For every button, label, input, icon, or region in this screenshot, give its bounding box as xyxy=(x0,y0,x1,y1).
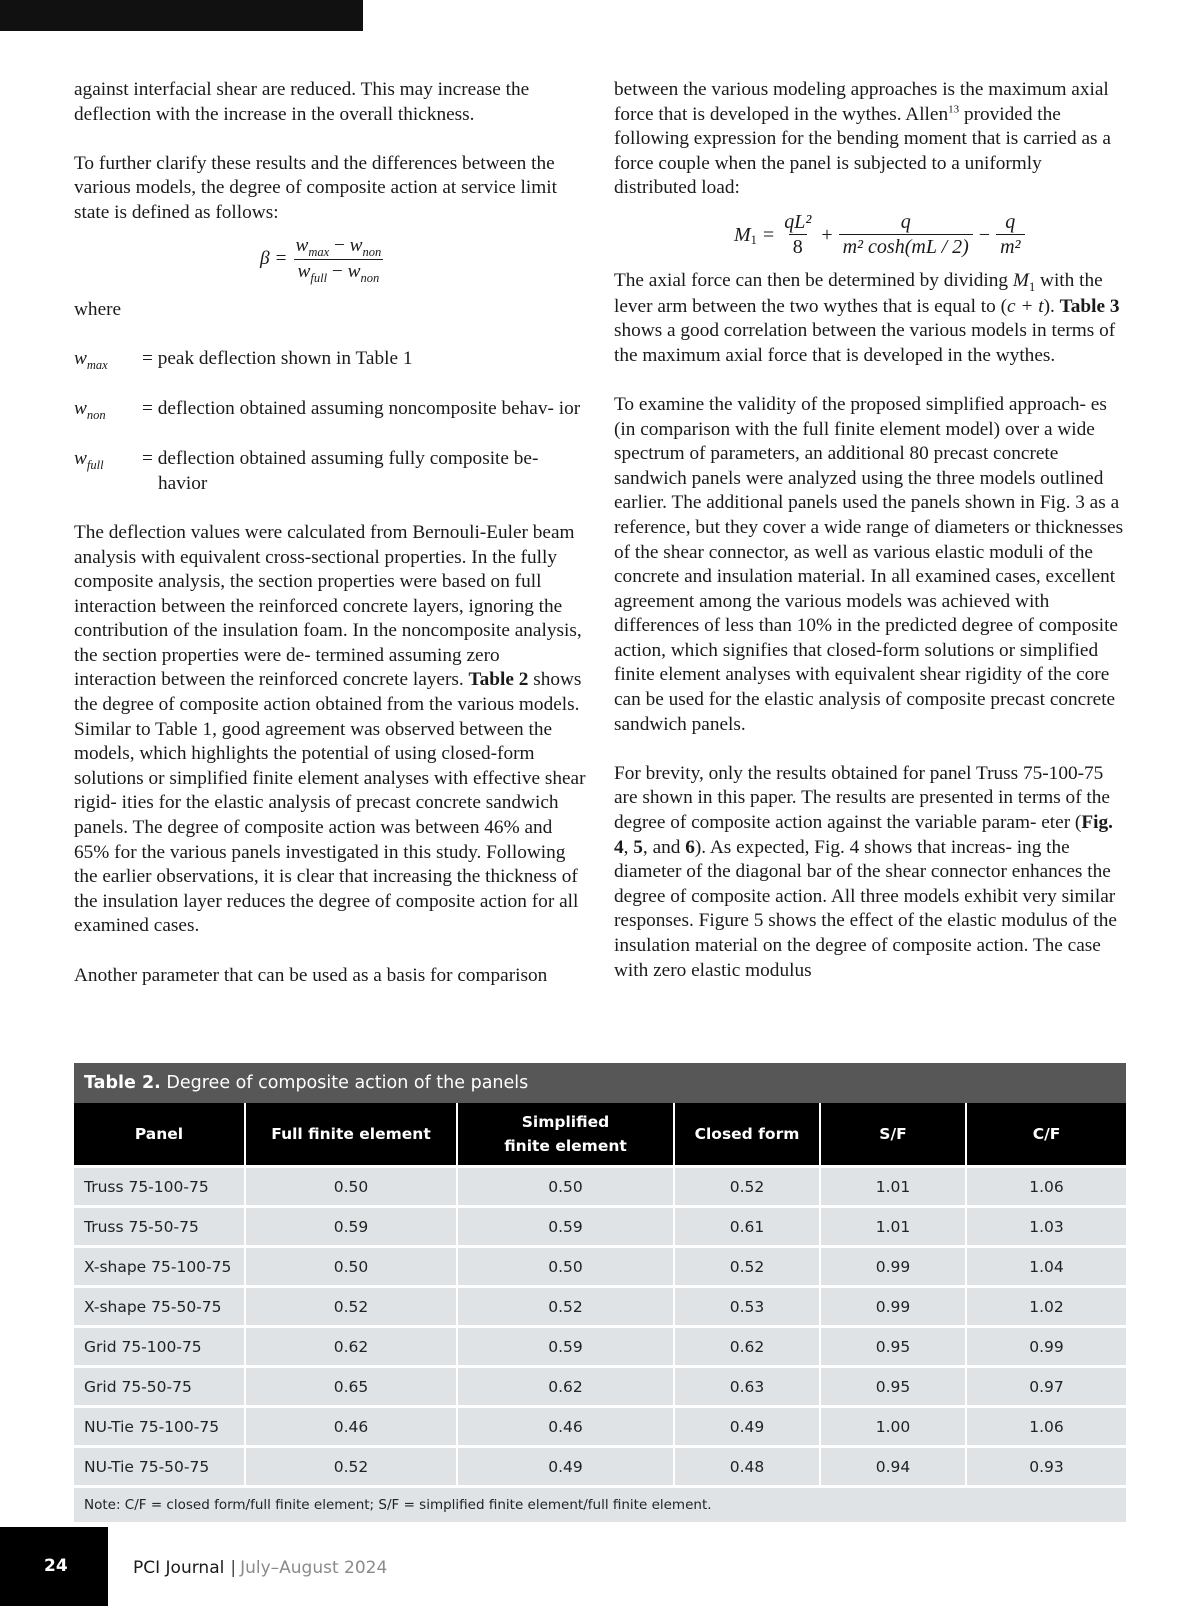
cell-panel: Truss 75-100-75 xyxy=(74,1165,246,1205)
eq-var: w xyxy=(297,261,311,283)
def-text: = deflection obtained assuming noncomposite behav- ior xyxy=(142,397,581,419)
definition-item xyxy=(74,447,586,496)
beta-fraction xyxy=(291,234,385,286)
table-row xyxy=(74,1325,1126,1365)
paragraph xyxy=(614,78,1126,201)
def-subscript: non xyxy=(86,407,106,422)
text-run: For brevity, only the results obtained for panel Truss 75-100-75 are shown in this paper. The results are presented in terms of the degree of composite action against the variable param- eter ( xyxy=(614,762,1110,834)
cell-closed-form: 0.62 xyxy=(675,1325,821,1365)
journal-name: PCI Journal xyxy=(133,1558,225,1578)
table-ref: Table 3 xyxy=(1059,295,1120,317)
eq-subscript: max xyxy=(308,244,330,259)
table-note: Note: C/F = closed form/full finite element; S/F = simplified finite element/full finite element. xyxy=(74,1485,1126,1522)
eq-denominator: m² xyxy=(996,234,1024,260)
header-bar xyxy=(0,0,363,31)
table-row xyxy=(74,1445,1126,1485)
eq-denominator: m² cosh(mL / 2) xyxy=(839,234,973,260)
eq-operator: = xyxy=(762,223,775,246)
eq-subscript: 1 xyxy=(750,232,757,247)
column-header: Panel xyxy=(74,1103,246,1165)
cell-s-f: 0.99 xyxy=(821,1285,967,1325)
table-row xyxy=(74,1245,1126,1285)
left-column xyxy=(74,78,586,1013)
footer-separator: | xyxy=(230,1558,237,1578)
cell-full-fe: 0.65 xyxy=(246,1365,458,1405)
cell-s-f: 0.95 xyxy=(821,1325,967,1365)
eq-subscript: full xyxy=(310,271,328,286)
eq-operator: + xyxy=(821,223,833,246)
cell-s-f: 1.00 xyxy=(821,1405,967,1445)
text-run: shows the degree of composite action obtained from the various models. Similar to Table 1, good agreement was observed between the models, which highlights the potential of using closed-form solutions or simplified finite element analyses with effective shear rigid- ities for the elastic analysis of precast concrete sandwich panels. The degree of composite action was between 46% and 65% for the various panels investigated in this study. Following the earlier observations, it is clear that increasing the thickness of the insulation layer reduces the degree of composite action for all examined cases. xyxy=(74,669,586,937)
cell-simplified-fe: 0.46 xyxy=(458,1405,675,1445)
cell-s-f: 0.95 xyxy=(821,1365,967,1405)
eq-var: w xyxy=(349,234,363,256)
eq-operator: − xyxy=(978,223,991,246)
cell-full-fe: 0.59 xyxy=(246,1205,458,1245)
beta-symbol: β = xyxy=(260,248,288,270)
definition-item xyxy=(74,397,586,423)
table-caption xyxy=(74,1063,1126,1103)
right-column xyxy=(614,78,1126,1008)
eq-var: w xyxy=(295,234,309,256)
text-run: provided the following expression for the bending moment that is carried as a force couple when the panel is subjected to a uniformly distributed load: xyxy=(614,103,1111,199)
paragraph xyxy=(614,762,1126,983)
cell-s-f: 0.94 xyxy=(821,1445,967,1485)
table-row xyxy=(74,1165,1126,1205)
table-header-row xyxy=(74,1103,1126,1165)
definition-item xyxy=(74,347,586,373)
cell-c-f: 0.97 xyxy=(967,1365,1126,1405)
cell-full-fe: 0.50 xyxy=(246,1165,458,1205)
paragraph: To further clarify these results and the differences between the various models, the degree of composite action at service limit state is defined as follows: xyxy=(74,152,557,223)
eq-subscript: non xyxy=(362,244,382,259)
text-run: The axial force can then be determined by dividing xyxy=(614,269,1009,291)
cell-s-f: 0.99 xyxy=(821,1245,967,1285)
def-subscript: full xyxy=(86,458,104,473)
cell-simplified-fe: 0.50 xyxy=(458,1245,675,1285)
cell-panel: X-shape 75-50-75 xyxy=(74,1285,246,1325)
text-run: , xyxy=(623,836,634,858)
cell-panel: Grid 75-50-75 xyxy=(74,1365,246,1405)
eq-numerator: q xyxy=(900,210,911,233)
column-header: S/F xyxy=(821,1103,967,1165)
cell-simplified-fe: 0.49 xyxy=(458,1445,675,1485)
def-text: = deflection obtained assuming fully composite be- havior xyxy=(142,448,539,494)
paragraph xyxy=(614,269,1126,368)
issue-date: July–August 2024 xyxy=(240,1558,388,1578)
eq-numerator: qL² xyxy=(784,210,812,233)
eq-operator: − xyxy=(329,234,350,256)
cell-simplified-fe: 0.59 xyxy=(458,1205,675,1245)
figure-ref: 6 xyxy=(685,836,695,858)
cell-panel: NU-Tie 75-100-75 xyxy=(74,1405,246,1445)
cell-panel: Grid 75-100-75 xyxy=(74,1325,246,1365)
cell-c-f: 1.03 xyxy=(967,1205,1126,1245)
text-run: , and xyxy=(642,836,686,858)
column-header: Simplified finite element xyxy=(458,1103,675,1165)
table-row xyxy=(74,1205,1126,1245)
cell-s-f: 1.01 xyxy=(821,1165,967,1205)
eq-numerator: q xyxy=(1005,210,1016,233)
composite-action-table xyxy=(74,1103,1126,1485)
eq-fraction xyxy=(780,210,815,260)
cell-simplified-fe: 0.50 xyxy=(458,1165,675,1205)
cell-c-f: 0.99 xyxy=(967,1325,1126,1365)
cell-full-fe: 0.62 xyxy=(246,1325,458,1365)
cell-simplified-fe: 0.62 xyxy=(458,1365,675,1405)
eq-var: M xyxy=(734,223,751,246)
cell-closed-form: 0.52 xyxy=(675,1245,821,1285)
cell-simplified-fe: 0.52 xyxy=(458,1285,675,1325)
paragraph: against interfacial shear are reduced. This may increase the deflection with the increase in the overall thickness. xyxy=(74,79,530,125)
cell-closed-form: 0.53 xyxy=(675,1285,821,1325)
def-symbol: w xyxy=(74,347,87,369)
caption-text: Degree of composite action of the panels xyxy=(166,1073,529,1093)
reference-number: 13 xyxy=(948,103,960,116)
text-run: ). xyxy=(1043,295,1055,317)
page-number: 24 xyxy=(44,1556,68,1576)
cell-c-f: 1.06 xyxy=(967,1165,1126,1205)
cell-full-fe: 0.52 xyxy=(246,1285,458,1325)
cell-closed-form: 0.61 xyxy=(675,1205,821,1245)
cell-full-fe: 0.50 xyxy=(246,1245,458,1285)
cell-panel: Truss 75-50-75 xyxy=(74,1205,246,1245)
column-header: Closed form xyxy=(675,1103,821,1165)
text-run: with the lever arm between the two wythes that is equal to ( xyxy=(614,269,1103,317)
def-text: = peak deflection shown in Table 1 xyxy=(142,347,413,369)
eq-fraction xyxy=(996,210,1024,260)
cell-closed-form: 0.63 xyxy=(675,1365,821,1405)
text-run: The deflection values were calculated from Bernouli-Euler beam analysis with equivalent cross-sectional properties. In the fully composite analysis, the section properties were based on full interaction between the reinforced concrete layers, ignoring the contribution of the insulation foam. In the noncomposite analysis, the section properties were de- termined assuming zero interaction between the reinforced concrete layers. xyxy=(74,521,582,691)
cell-s-f: 1.01 xyxy=(821,1205,967,1245)
cell-c-f: 1.04 xyxy=(967,1245,1126,1285)
table-row xyxy=(74,1285,1126,1325)
figure-ref: Fig. 4 xyxy=(614,812,1113,858)
table-2 xyxy=(74,1063,1126,1522)
figure-ref: 5 xyxy=(633,836,643,858)
eq-var: w xyxy=(347,261,361,283)
text-run: shows a good correlation between the various models in terms of the maximum axial force that is developed in the wythes. xyxy=(614,320,1116,366)
beta-equation xyxy=(74,226,586,298)
eq-var: M xyxy=(1012,269,1029,291)
cell-c-f: 1.02 xyxy=(967,1285,1126,1325)
eq-subscript: non xyxy=(360,271,380,286)
moment-equation xyxy=(614,201,1126,269)
cell-closed-form: 0.49 xyxy=(675,1405,821,1445)
column-header: Full finite element xyxy=(246,1103,458,1165)
paragraph: To examine the validity of the proposed simplified approach- es (in comparison with the full finite element model) over a wide spectrum of parameters, an additional 80 precast concrete sandwich panels were analyzed using the three models outlined earlier. The additional panels used the panels shown in Fig. 3 as a reference, but they cover a wide range of diameters or thicknesses of the shear connector, as well as various elastic moduli of the concrete and insulation material. In all examined cases, excellent agreement among the various models was achieved with differences of less than 10% in the predicted degree of composite action, which signifies that closed-form solutions or simplified finite element analyses with equivalent shear rigidity of the core can be used for the elastic analysis of composite precast concrete sandwich panels. xyxy=(614,393,1124,735)
eq-var: c + t xyxy=(1007,295,1044,317)
def-subscript: max xyxy=(86,357,108,372)
text-run: between the various modeling approaches is the maximum axial force that is developed in the wythes. Allen xyxy=(614,79,1109,125)
table-row xyxy=(74,1365,1126,1405)
cell-c-f: 0.93 xyxy=(967,1445,1126,1485)
cell-full-fe: 0.52 xyxy=(246,1445,458,1485)
table-row xyxy=(74,1405,1126,1445)
eq-fraction xyxy=(839,210,973,260)
column-header: C/F xyxy=(967,1103,1126,1165)
table-ref: Table 2 xyxy=(468,669,529,691)
cell-closed-form: 0.48 xyxy=(675,1445,821,1485)
definitions-list xyxy=(74,347,586,497)
journal-footer xyxy=(133,1558,387,1578)
where-label: where xyxy=(74,298,122,320)
def-symbol: w xyxy=(74,397,87,419)
cell-closed-form: 0.52 xyxy=(675,1165,821,1205)
eq-denominator: 8 xyxy=(789,234,807,260)
cell-c-f: 1.06 xyxy=(967,1405,1126,1445)
paragraph xyxy=(74,521,586,939)
cell-panel: X-shape 75-100-75 xyxy=(74,1245,246,1285)
caption-label: Table 2. xyxy=(84,1073,161,1093)
cell-simplified-fe: 0.59 xyxy=(458,1325,675,1365)
eq-subscript: 1 xyxy=(1028,279,1036,294)
def-symbol: w xyxy=(74,448,87,470)
cell-panel: NU-Tie 75-50-75 xyxy=(74,1445,246,1485)
eq-operator: − xyxy=(327,261,348,283)
cell-full-fe: 0.46 xyxy=(246,1405,458,1445)
paragraph: Another parameter that can be used as a basis for comparison xyxy=(74,964,548,986)
text-run: ). As expected, Fig. 4 shows that increas- ing the diameter of the diagonal bar of the shear connector enhances the degree of composite action. All three models exhibit very similar responses. Figure 5 shows the effect of the elastic modulus of the insulation material on the degree of composite action. The case with zero elastic modulus xyxy=(614,836,1117,981)
